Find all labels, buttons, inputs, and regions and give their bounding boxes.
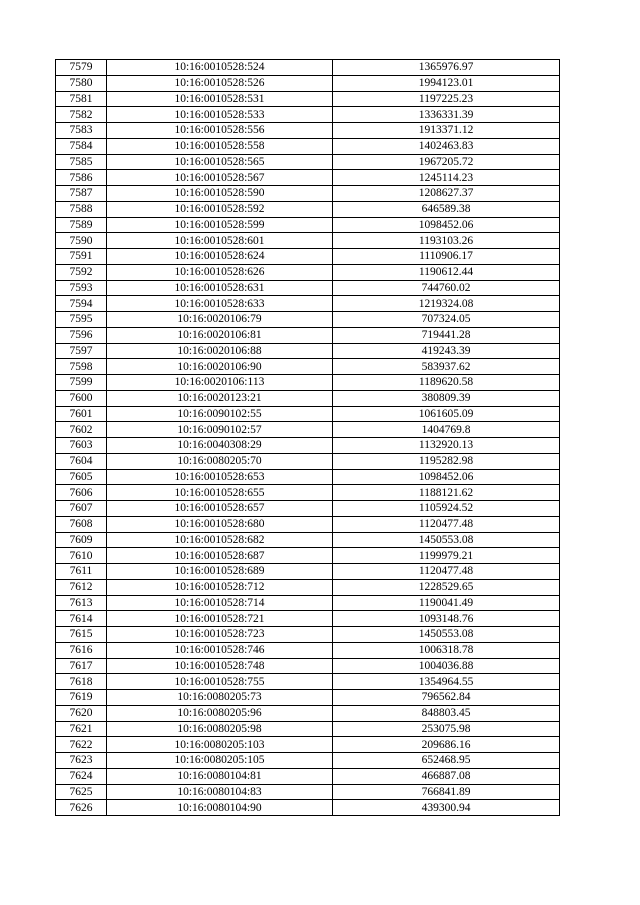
value-cell: 766841.89 xyxy=(333,784,560,800)
value-cell: 1189620.58 xyxy=(333,375,560,391)
row-number-cell: 7591 xyxy=(56,249,107,265)
row-number-cell: 7593 xyxy=(56,280,107,296)
cadastral-number-cell: 10:16:0010528:748 xyxy=(107,658,333,674)
table-row xyxy=(56,249,560,265)
value-cell: 583937.62 xyxy=(333,359,560,375)
row-number-cell: 7624 xyxy=(56,768,107,784)
table-row xyxy=(56,658,560,674)
value-cell: 1354964.55 xyxy=(333,674,560,690)
table-row xyxy=(56,705,560,721)
row-number-cell: 7590 xyxy=(56,233,107,249)
cadastral-number-cell: 10:16:0010528:631 xyxy=(107,280,333,296)
table-row xyxy=(56,60,560,76)
table-row xyxy=(56,296,560,312)
cadastral-number-cell: 10:16:0080205:103 xyxy=(107,737,333,753)
row-number-cell: 7608 xyxy=(56,516,107,532)
value-cell: 1228529.65 xyxy=(333,579,560,595)
data-table xyxy=(55,59,560,816)
table-row xyxy=(56,154,560,170)
row-number-cell: 7585 xyxy=(56,154,107,170)
cadastral-number-cell: 10:16:0080205:73 xyxy=(107,690,333,706)
table-row xyxy=(56,548,560,564)
value-cell: 1913371.12 xyxy=(333,123,560,139)
table-row xyxy=(56,375,560,391)
table-row xyxy=(56,217,560,233)
table-row xyxy=(56,642,560,658)
cadastral-number-cell: 10:16:0080205:98 xyxy=(107,721,333,737)
cadastral-number-cell: 10:16:0010528:689 xyxy=(107,564,333,580)
cadastral-number-cell: 10:16:0010528:682 xyxy=(107,532,333,548)
cadastral-number-cell: 10:16:0020106:113 xyxy=(107,375,333,391)
row-number-cell: 7582 xyxy=(56,107,107,123)
cadastral-number-cell: 10:16:0080104:81 xyxy=(107,768,333,784)
cadastral-number-cell: 10:16:0080205:96 xyxy=(107,705,333,721)
row-number-cell: 7586 xyxy=(56,170,107,186)
value-cell: 1197225.23 xyxy=(333,91,560,107)
table-row xyxy=(56,800,560,816)
table-row xyxy=(56,75,560,91)
row-number-cell: 7583 xyxy=(56,123,107,139)
value-cell: 380809.39 xyxy=(333,390,560,406)
cadastral-number-cell: 10:16:0090102:57 xyxy=(107,422,333,438)
cadastral-number-cell: 10:16:0010528:714 xyxy=(107,595,333,611)
table-row xyxy=(56,721,560,737)
row-number-cell: 7594 xyxy=(56,296,107,312)
cadastral-number-cell: 10:16:0020123:21 xyxy=(107,390,333,406)
value-cell: 1132920.13 xyxy=(333,438,560,454)
value-cell: 209686.16 xyxy=(333,737,560,753)
row-number-cell: 7614 xyxy=(56,611,107,627)
value-cell: 439300.94 xyxy=(333,800,560,816)
row-number-cell: 7625 xyxy=(56,784,107,800)
value-cell: 1193103.26 xyxy=(333,233,560,249)
row-number-cell: 7617 xyxy=(56,658,107,674)
row-number-cell: 7595 xyxy=(56,312,107,328)
cadastral-number-cell: 10:16:0010528:565 xyxy=(107,154,333,170)
row-number-cell: 7599 xyxy=(56,375,107,391)
table-row xyxy=(56,674,560,690)
cadastral-number-cell: 10:16:0010528:746 xyxy=(107,642,333,658)
value-cell: 1188121.62 xyxy=(333,485,560,501)
cadastral-number-cell: 10:16:0010528:633 xyxy=(107,296,333,312)
cadastral-number-cell: 10:16:0020106:81 xyxy=(107,327,333,343)
value-cell: 1190612.44 xyxy=(333,264,560,280)
value-cell: 1190041.49 xyxy=(333,595,560,611)
cadastral-number-cell: 10:16:0010528:687 xyxy=(107,548,333,564)
table-row xyxy=(56,343,560,359)
table-row xyxy=(56,627,560,643)
value-cell: 1450553.08 xyxy=(333,627,560,643)
table-row xyxy=(56,201,560,217)
value-cell: 796562.84 xyxy=(333,690,560,706)
value-cell: 1245114.23 xyxy=(333,170,560,186)
table-row xyxy=(56,123,560,139)
table-row xyxy=(56,91,560,107)
row-number-cell: 7610 xyxy=(56,548,107,564)
table-row xyxy=(56,406,560,422)
row-number-cell: 7613 xyxy=(56,595,107,611)
cadastral-number-cell: 10:16:0010528:721 xyxy=(107,611,333,627)
table-row xyxy=(56,784,560,800)
value-cell: 1336331.39 xyxy=(333,107,560,123)
row-number-cell: 7600 xyxy=(56,390,107,406)
table-row xyxy=(56,312,560,328)
value-cell: 646589.38 xyxy=(333,201,560,217)
value-cell: 1098452.06 xyxy=(333,469,560,485)
table-row xyxy=(56,690,560,706)
table-row xyxy=(56,516,560,532)
value-cell: 1219324.08 xyxy=(333,296,560,312)
row-number-cell: 7598 xyxy=(56,359,107,375)
row-number-cell: 7618 xyxy=(56,674,107,690)
value-cell: 419243.39 xyxy=(333,343,560,359)
row-number-cell: 7611 xyxy=(56,564,107,580)
row-number-cell: 7588 xyxy=(56,201,107,217)
table-row xyxy=(56,611,560,627)
row-number-cell: 7622 xyxy=(56,737,107,753)
value-cell: 1967205.72 xyxy=(333,154,560,170)
row-number-cell: 7615 xyxy=(56,627,107,643)
row-number-cell: 7584 xyxy=(56,138,107,154)
cadastral-number-cell: 10:16:0040308:29 xyxy=(107,438,333,454)
row-number-cell: 7612 xyxy=(56,579,107,595)
table-row xyxy=(56,579,560,595)
cadastral-number-cell: 10:16:0080104:83 xyxy=(107,784,333,800)
table-row xyxy=(56,532,560,548)
row-number-cell: 7587 xyxy=(56,186,107,202)
row-number-cell: 7621 xyxy=(56,721,107,737)
value-cell: 1110906.17 xyxy=(333,249,560,265)
value-cell: 1450553.08 xyxy=(333,532,560,548)
table-row xyxy=(56,186,560,202)
cadastral-number-cell: 10:16:0090102:55 xyxy=(107,406,333,422)
cadastral-number-cell: 10:16:0010528:712 xyxy=(107,579,333,595)
table-row xyxy=(56,422,560,438)
cadastral-number-cell: 10:16:0010528:723 xyxy=(107,627,333,643)
cadastral-number-cell: 10:16:0020106:90 xyxy=(107,359,333,375)
table-row xyxy=(56,280,560,296)
cadastral-number-cell: 10:16:0010528:680 xyxy=(107,516,333,532)
value-cell: 1365976.97 xyxy=(333,60,560,76)
row-number-cell: 7620 xyxy=(56,705,107,721)
cadastral-number-cell: 10:16:0010528:624 xyxy=(107,249,333,265)
cadastral-number-cell: 10:16:0080205:105 xyxy=(107,753,333,769)
value-cell: 1120477.48 xyxy=(333,564,560,580)
value-cell: 1061605.09 xyxy=(333,406,560,422)
table-row xyxy=(56,737,560,753)
table-row xyxy=(56,485,560,501)
cadastral-number-cell: 10:16:0010528:626 xyxy=(107,264,333,280)
value-cell: 652468.95 xyxy=(333,753,560,769)
value-cell: 253075.98 xyxy=(333,721,560,737)
value-cell: 1006318.78 xyxy=(333,642,560,658)
table-row xyxy=(56,469,560,485)
row-number-cell: 7605 xyxy=(56,469,107,485)
cadastral-number-cell: 10:16:0010528:558 xyxy=(107,138,333,154)
value-cell: 848803.45 xyxy=(333,705,560,721)
value-cell: 1105924.52 xyxy=(333,501,560,517)
cadastral-number-cell: 10:16:0010528:657 xyxy=(107,501,333,517)
table-row xyxy=(56,107,560,123)
value-cell: 1994123.01 xyxy=(333,75,560,91)
cadastral-number-cell: 10:16:0010528:755 xyxy=(107,674,333,690)
row-number-cell: 7579 xyxy=(56,60,107,76)
cadastral-number-cell: 10:16:0010528:524 xyxy=(107,60,333,76)
cadastral-number-cell: 10:16:0020106:79 xyxy=(107,312,333,328)
value-cell: 1093148.76 xyxy=(333,611,560,627)
row-number-cell: 7580 xyxy=(56,75,107,91)
value-cell: 1199979.21 xyxy=(333,548,560,564)
table-row xyxy=(56,327,560,343)
value-cell: 1195282.98 xyxy=(333,453,560,469)
table-row xyxy=(56,138,560,154)
row-number-cell: 7619 xyxy=(56,690,107,706)
table-row xyxy=(56,768,560,784)
cadastral-number-cell: 10:16:0010528:526 xyxy=(107,75,333,91)
table-row xyxy=(56,564,560,580)
cadastral-number-cell: 10:16:0010528:531 xyxy=(107,91,333,107)
value-cell: 1120477.48 xyxy=(333,516,560,532)
row-number-cell: 7603 xyxy=(56,438,107,454)
table-row xyxy=(56,753,560,769)
row-number-cell: 7596 xyxy=(56,327,107,343)
cadastral-number-cell: 10:16:0010528:556 xyxy=(107,123,333,139)
cadastral-number-cell: 10:16:0080205:70 xyxy=(107,453,333,469)
cadastral-number-cell: 10:16:0080104:90 xyxy=(107,800,333,816)
row-number-cell: 7602 xyxy=(56,422,107,438)
row-number-cell: 7589 xyxy=(56,217,107,233)
row-number-cell: 7626 xyxy=(56,800,107,816)
table-row xyxy=(56,170,560,186)
table-row xyxy=(56,390,560,406)
value-cell: 707324.05 xyxy=(333,312,560,328)
row-number-cell: 7592 xyxy=(56,264,107,280)
cadastral-number-cell: 10:16:0010528:590 xyxy=(107,186,333,202)
row-number-cell: 7616 xyxy=(56,642,107,658)
table-row xyxy=(56,453,560,469)
value-cell: 744760.02 xyxy=(333,280,560,296)
table-body xyxy=(56,60,560,816)
row-number-cell: 7609 xyxy=(56,532,107,548)
table-row xyxy=(56,359,560,375)
cadastral-number-cell: 10:16:0010528:567 xyxy=(107,170,333,186)
row-number-cell: 7597 xyxy=(56,343,107,359)
value-cell: 1402463.83 xyxy=(333,138,560,154)
row-number-cell: 7601 xyxy=(56,406,107,422)
row-number-cell: 7607 xyxy=(56,501,107,517)
cadastral-number-cell: 10:16:0010528:592 xyxy=(107,201,333,217)
cadastral-number-cell: 10:16:0020106:88 xyxy=(107,343,333,359)
value-cell: 466887.08 xyxy=(333,768,560,784)
table-row xyxy=(56,595,560,611)
row-number-cell: 7623 xyxy=(56,753,107,769)
cadastral-number-cell: 10:16:0010528:655 xyxy=(107,485,333,501)
table-row xyxy=(56,264,560,280)
cadastral-number-cell: 10:16:0010528:533 xyxy=(107,107,333,123)
table-row xyxy=(56,233,560,249)
cadastral-number-cell: 10:16:0010528:601 xyxy=(107,233,333,249)
value-cell: 719441.28 xyxy=(333,327,560,343)
value-cell: 1208627.37 xyxy=(333,186,560,202)
row-number-cell: 7581 xyxy=(56,91,107,107)
cadastral-number-cell: 10:16:0010528:599 xyxy=(107,217,333,233)
table-row xyxy=(56,438,560,454)
cadastral-number-cell: 10:16:0010528:653 xyxy=(107,469,333,485)
value-cell: 1004036.88 xyxy=(333,658,560,674)
value-cell: 1404769.8 xyxy=(333,422,560,438)
row-number-cell: 7604 xyxy=(56,453,107,469)
table-row xyxy=(56,501,560,517)
value-cell: 1098452.06 xyxy=(333,217,560,233)
row-number-cell: 7606 xyxy=(56,485,107,501)
